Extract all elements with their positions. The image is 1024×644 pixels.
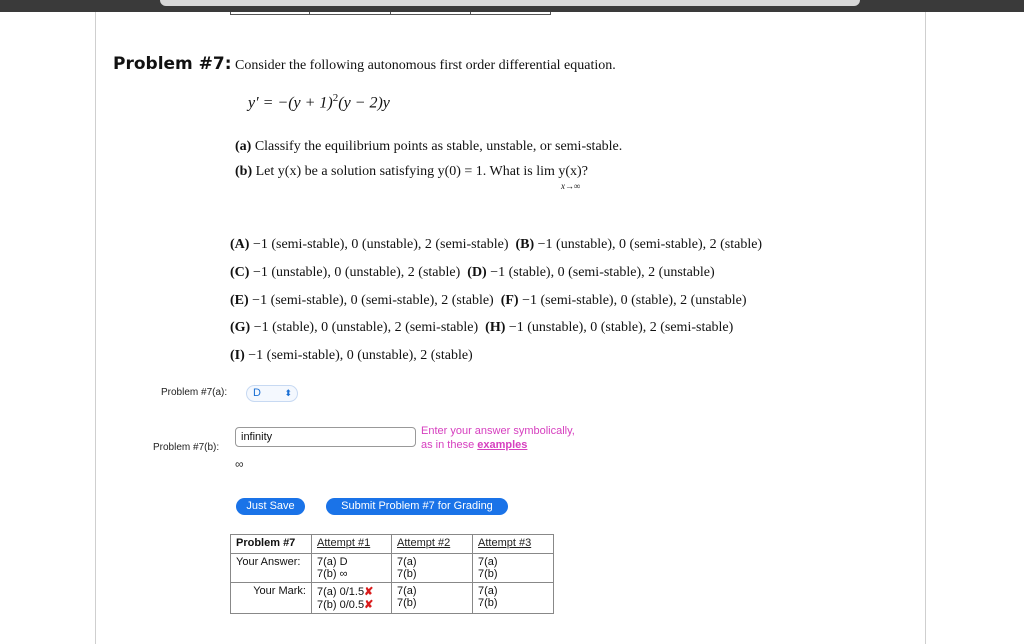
submit-for-grading-button[interactable]: Submit Problem #7 for Grading xyxy=(326,498,508,515)
choice-row-5: (I) −1 (semi-stable), 0 (unstable), 2 (stable) xyxy=(230,348,473,363)
part-b-preview: ∞ xyxy=(235,457,244,471)
your-mark-row xyxy=(231,583,554,614)
part-b-answer-input[interactable] xyxy=(235,427,416,447)
choice-row-1: (A) −1 (semi-stable), 0 (unstable), 2 (semi-stable) (B) −1 (unstable), 0 (semi-stable), 2 (stable) xyxy=(230,237,763,252)
part-a-label: Problem #7(a): xyxy=(161,387,228,398)
part-b-question: (b) Let y(x) be a solution satisfying y(0) = 1. What is lim y(x)? xyxy=(235,164,588,179)
part-a-question: (a) Classify the equilibrium points as stable, unstable, or semi-stable. xyxy=(235,139,623,154)
attempt-3-mark: 7(a) 7(b) xyxy=(473,583,554,614)
attempt-1-mark: 7(a) 0/1.5✘ 7(b) 0/0.5✘ xyxy=(312,583,392,614)
attempt-3-link[interactable]: Attempt #3 xyxy=(478,537,532,549)
just-save-button[interactable]: Just Save xyxy=(236,498,305,515)
attempts-table xyxy=(230,534,554,614)
part-b-label: Problem #7(b): xyxy=(153,442,220,453)
attempt-2-answer: 7(a) 7(b) xyxy=(392,554,473,583)
examples-link[interactable]: examples xyxy=(477,439,528,451)
answer-row-label: Your Answer: xyxy=(231,554,312,583)
part-a-answer-select[interactable]: D ⬍ xyxy=(246,385,298,402)
wrong-x-icon: ✘ xyxy=(364,586,374,598)
attempt-2-mark: 7(a) 7(b) xyxy=(392,583,473,614)
answer-hint: Enter your answer symbolically, as in these examples xyxy=(421,425,575,451)
limit-subscript: x→∞ xyxy=(561,181,581,191)
choice-row-3: (E) −1 (semi-stable), 0 (semi-stable), 2 (stable) (F) −1 (semi-stable), 0 (stable), 2 (unstable) xyxy=(230,293,747,308)
attempt-1-answer: 7(a) D 7(b) ∞ xyxy=(312,554,392,583)
your-answer-row xyxy=(231,554,554,583)
attempts-header: Problem #7 xyxy=(231,535,312,554)
content-frame-right xyxy=(925,12,926,644)
content-frame-left xyxy=(95,12,96,644)
updown-chevron-icon: ⬍ xyxy=(284,388,292,398)
attempt-3-answer: 7(a) 7(b) xyxy=(473,554,554,583)
browser-top-bar xyxy=(0,0,1024,12)
differential-equation: $y' = -(y + 1)^2(y - 2)y$ xyxy=(248,92,390,112)
mark-row-label: Your Mark: xyxy=(231,583,312,614)
address-bar[interactable] xyxy=(160,0,860,6)
problem-title: Problem #7: xyxy=(113,54,232,74)
previous-table-edge xyxy=(230,12,551,15)
choice-row-4: (G) −1 (stable), 0 (unstable), 2 (semi-stable) (H) −1 (unstable), 0 (stable), 2 (semi-stable) xyxy=(230,320,734,335)
wrong-x-icon: ✘ xyxy=(364,599,374,611)
attempt-1-link[interactable]: Attempt #1 xyxy=(317,537,371,549)
choice-row-2: (C) −1 (unstable), 0 (unstable), 2 (stable) (D) −1 (stable), 0 (semi-stable), 2 (unstable) xyxy=(230,265,715,280)
attempt-2-link[interactable]: Attempt #2 xyxy=(397,537,451,549)
problem-intro: Consider the following autonomous first order differential equation. xyxy=(235,58,616,73)
